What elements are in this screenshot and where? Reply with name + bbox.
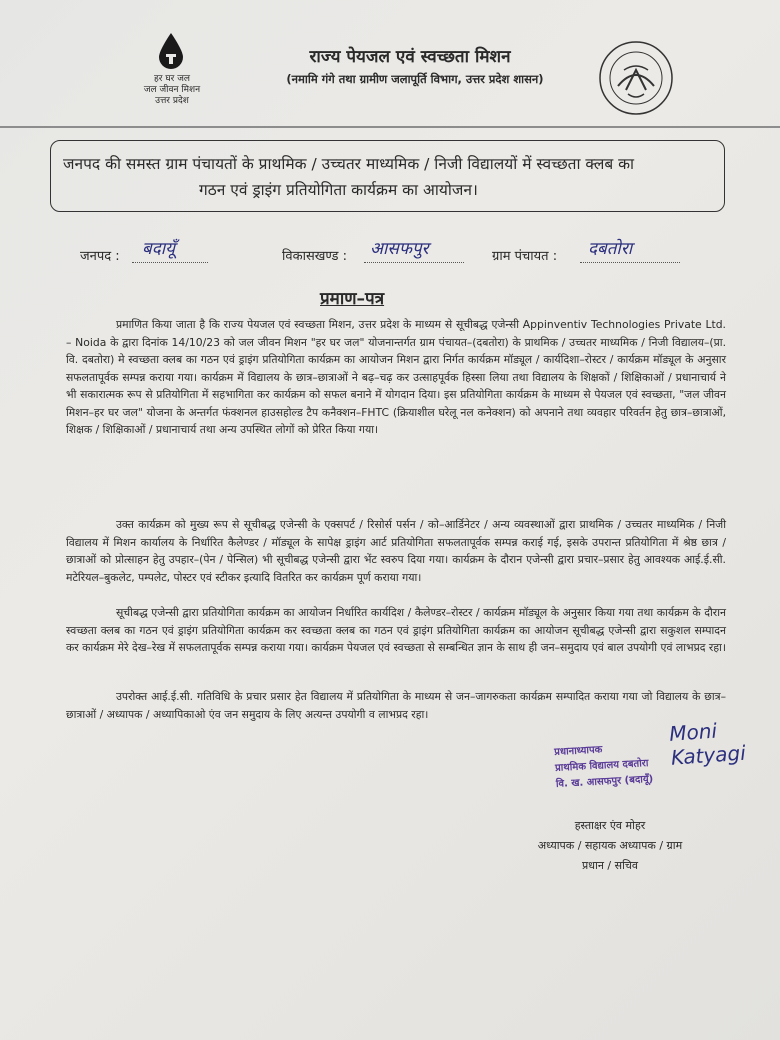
gram-panchayat-dots <box>580 262 680 263</box>
stamp-line1: प्रधानाध्यापक <box>553 744 603 758</box>
signature-label-2: अध्यापक / सहायक अध्यापक / ग्राम <box>537 839 683 852</box>
subject-line2: गठन एवं ड्राइंग प्रतियोगिता कार्यक्रम का आयोजन। <box>199 181 478 199</box>
subject-box <box>50 140 725 212</box>
header-subtitle: (नमामि गंगे तथा ग्रामीण जलापूर्ति विभाग, उत्तर प्रदेश शासन) <box>286 72 544 86</box>
janpad-value: बदायूँ <box>142 239 175 259</box>
signature-label-1: हस्ताक्षर एंव मोहर <box>574 819 646 832</box>
signature-block <box>520 816 700 876</box>
certificate-title: प्रमाण–पत्र <box>320 289 385 309</box>
logo-caption-line2: जल जीवन मिशन <box>143 85 201 95</box>
janpad-dots <box>132 262 208 263</box>
paragraph-3 <box>66 604 726 657</box>
up-government-seal <box>598 40 674 116</box>
gram-panchayat-value: दबतोरा <box>588 239 633 259</box>
paragraph-3-text: सूचीबद्ध एजेन्सी द्वारा प्रतियोगिता कार्यक्रम का आयोजन निर्धारित कार्यदिश / कैलेण्डर–रोस्टर / कार्यक्रम मॉड्यूल के अनुसार किया गया तथा कार्यक्रम के दौरान स्वच्छता क्लब का गठन एवं ड्राइंग प्रतियोगिता कार्यक्रम कर स्वच्छता क्लब का गठन एवं ड्राइंग प्रतियोगिता कार्यक्रम का आयोजन सूचीबद्ध एजेन्सी द्वारा सकुशल सम्पादन कर कार्यक्रम मेरे देख–रेख में सफलतापूर्वक सम्पन्न कराया गया। कार्यक्रम पेयजल एवं स्वच्छता से सम्बन्धित ज्ञान के साथ ही जन–समुदाय एवं बाल उपयोगी एवं लाभप्रद रहा। <box>66 606 726 654</box>
janpad-label: जनपद : <box>80 249 120 264</box>
paragraph-1-text: प्रमाणित किया जाता है कि राज्य पेयजल एवं स्वच्छता मिशन, उत्तर प्रदेश के माध्यम से सूचीबद्ध एजेन्सी Appinventiv Technologies Private Ltd. – Noida के द्वारा दिनांक 14/10/23 को जल जीवन मिशन "हर घर जल" योजनान्तर्गत ग्राम पंचायत–(दबतोरा) के प्राथमिक / उच्चतर माध्यमिक / निजी विद्यालय–(प्रा. वि. दबतोरा) मे स्वच्छता क्लब का गठन एवं ड्राइंग प्रतियोगिता कार्यक्रम का आयोजन मिशन द्वारा निर्गत कार्यक्रम मॉड्यूल / कार्यदिशा–रोस्टर / कार्यक्रम मॉड्यूल के अनुसार सफलतापूर्वक सम्पन्न कराया गया। कार्यक्रम में विद्यालय के छात्र–छात्राओं ने बढ़–चढ़ कर उत्साहपूर्वक हिस्सा लिया तथा विद्यालय के शिक्षकों / शिक्षिकाओं / प्रधानाचार्य ने भी सकारात्मक रूप से प्रतियोगिता में सहभागिता कर कार्यक्रम को सफल बनाने में योगदान दिया। इस प्रतियोगिता कार्यक्रम के माध्यम से पेयजल एवं स्वच्छता, "जल जीवन मिशन–हर घर जल" योजना के अन्तर्गत फंक्शनल हाउसहोल्ड टैप कनैक्शन–FHTC (क्रियाशील घरेलू नल कनेक्शन) को अपनाने तथा व्यवहार परिवर्तन हेतु छात्र–छात्राओं, शिक्षक / शिक्षिकाओं / प्रधानाचार्य तथा अन्य उपस्थित लोगों को प्रेरित किया गया। <box>66 318 727 436</box>
stamp-line2: प्राथमिक विद्यालय दबतोरा <box>554 758 649 774</box>
seal-emblem-icon <box>598 40 674 116</box>
school-stamp <box>554 735 746 793</box>
water-drop-icon <box>157 32 185 70</box>
header-title: राज्य पेयजल एवं स्वच्छता मिशन <box>309 47 511 67</box>
vikaskhand-dots <box>364 262 464 263</box>
paragraph-4 <box>66 688 726 723</box>
logo-caption-line1: हर घर जल <box>154 74 190 84</box>
vikaskhand-value: आसफपुर <box>370 239 429 259</box>
vikaskhand-label: विकासखण्ड : <box>282 249 348 264</box>
paragraph-2 <box>66 516 726 586</box>
har-ghar-jal-logo <box>132 28 212 108</box>
logo-caption-line3: उत्तर प्रदेश <box>155 96 189 106</box>
stamp-line3: वि. ख. आसफपुर (बदायूँ) <box>555 773 654 790</box>
paragraph-4-text: उपरोक्त आई.ई.सी. गतिविधि के प्रचार प्रसार हेत विद्यालय में प्रतियोगिता के माध्यम से जन–जागरुकता कार्यक्रम सम्पादित कराया गया जो विद्यालय के छात्र–छात्राओं / अध्यापक / अध्यापिकाओ एंव जन समुदाय के लिए अत्यन्त उपयोगी व लाभप्रद रहा। <box>66 690 726 721</box>
paragraph-1 <box>66 316 726 439</box>
handwritten-signature: Moni Katyagi <box>668 718 747 770</box>
header-divider <box>0 126 780 128</box>
subject-line1: जनपद की समस्त ग्राम पंचायतों के प्राथमिक / उच्चतर माध्यमिक / निजी विद्यालयों में स्वच्छता क्लब का <box>63 155 635 173</box>
gram-panchayat-label: ग्राम पंचायत : <box>492 249 558 264</box>
paragraph-2-text: उक्त कार्यक्रम को मुख्य रूप से सूचीबद्ध एजेन्सी के एक्सपर्ट / रिसोर्स पर्सन / को–आर्डिनेटर / अन्य व्यवस्थाओं द्वारा प्राथमिक / उच्चतर माध्यमिक / निजी विद्यालय में मिशन कार्यालय के निर्धारित कैलेण्डर / मॉड्यूल के सापेक्ष ड्राइंग आर्ट प्रतियोगिता सफलतापूर्वक सम्पन्न कराई गई, इसके उपरान्त प्रतियोगिता में श्रेष्ठ छात्र / छात्राओं को प्रोत्साहन हेतु उपहार–(पेन / पेन्सिल) भी सूचीबद्ध एजेन्सी द्वारा भेंट स्वरुप दिया गया। कार्यक्रम के दौरान एजेन्सी द्वारा प्रचार–प्रसार हेतु आवश्यक आई.ई.सी. मटेरियल–बुकलेट, पम्पलेट, पोस्टर एवं स्टीकर इत्यादि वितरित कर कार्यक्रम पूर्ण कराया गया। <box>66 518 726 584</box>
signature-label-3: प्रधान / सचिव <box>581 859 639 872</box>
